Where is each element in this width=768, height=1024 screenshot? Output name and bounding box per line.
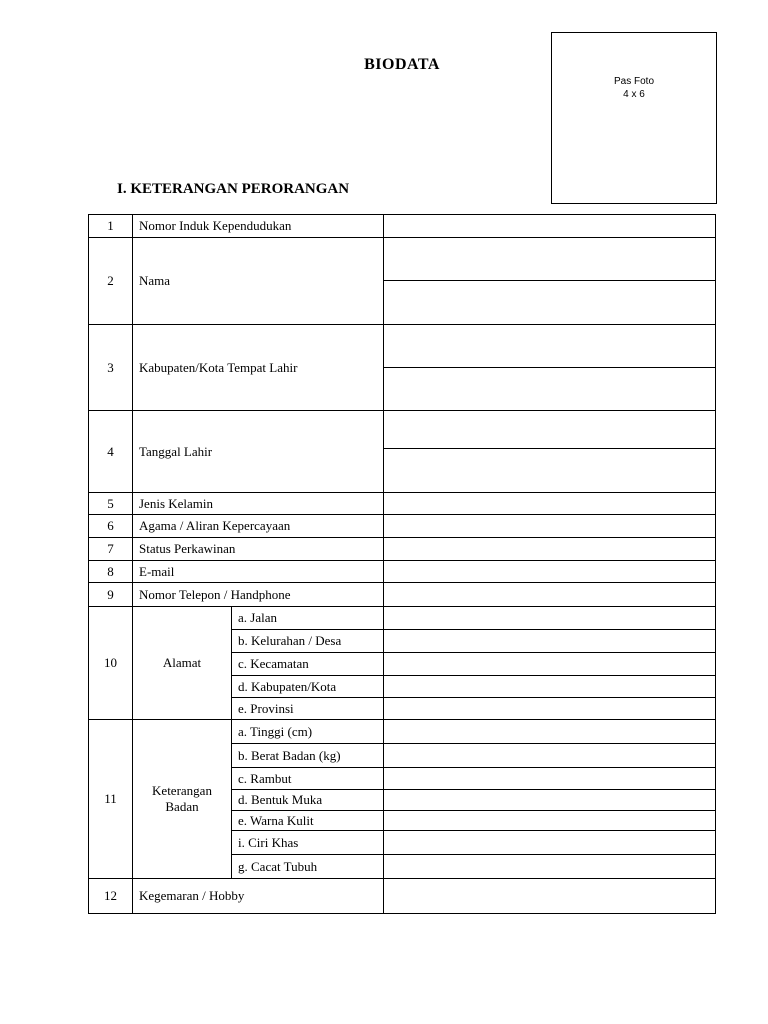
religion-field[interactable]: [384, 515, 716, 538]
page-title: BIODATA: [364, 56, 440, 73]
nik-field[interactable]: [384, 215, 716, 238]
row-number: 8: [89, 561, 133, 583]
physical-group-label-line-2: Badan: [165, 799, 199, 814]
address-group-label: Alamat: [133, 607, 232, 720]
sub-field-label: d. Kabupaten/Kota: [232, 676, 384, 698]
field-label: Kegemaran / Hobby: [133, 879, 384, 914]
field-label: Jenis Kelamin: [133, 493, 384, 515]
hair-field[interactable]: [384, 768, 716, 790]
row-number: 7: [89, 538, 133, 561]
district-field[interactable]: [384, 653, 716, 676]
field-label: Tanggal Lahir: [133, 411, 384, 493]
row-number: 2: [89, 238, 133, 325]
sub-field-label: b. Berat Badan (kg): [232, 744, 384, 768]
row-number: 12: [89, 879, 133, 914]
weight-field[interactable]: [384, 744, 716, 768]
sub-field-label: c. Kecamatan: [232, 653, 384, 676]
table-row: [89, 607, 716, 630]
photo-size-label: 4 x 6: [623, 89, 645, 100]
row-number: 4: [89, 411, 133, 493]
biodata-table: [88, 214, 716, 914]
birthplace-field-line-1[interactable]: [384, 325, 716, 368]
row-number: 10: [89, 607, 133, 720]
photo-label: Pas Foto: [613, 76, 655, 87]
name-field-line-1[interactable]: [384, 238, 716, 281]
sub-field-label: e. Provinsi: [232, 698, 384, 720]
sub-field-label: c. Rambut: [232, 768, 384, 790]
email-field[interactable]: [384, 561, 716, 583]
hobby-field[interactable]: [384, 879, 716, 914]
field-label: Status Perkawinan: [133, 538, 384, 561]
table-row: [89, 238, 716, 281]
marital-status-field[interactable]: [384, 538, 716, 561]
sub-field-label: e. Warna Kulit: [232, 811, 384, 831]
sub-field-label: b. Kelurahan / Desa: [232, 630, 384, 653]
row-number: 3: [89, 325, 133, 411]
disability-field[interactable]: [384, 855, 716, 879]
table-row: [89, 411, 716, 449]
sub-field-label: a. Jalan: [232, 607, 384, 630]
face-shape-field[interactable]: [384, 790, 716, 811]
section-title: I. KETERANGAN PERORANGAN: [117, 181, 350, 197]
village-field[interactable]: [384, 630, 716, 653]
field-label: Agama / Aliran Kepercayaan: [133, 515, 384, 538]
regency-field[interactable]: [384, 676, 716, 698]
distinguishing-marks-field[interactable]: [384, 831, 716, 855]
name-field-line-2[interactable]: [384, 281, 716, 325]
physical-group-label-line-1: Keterangan: [152, 783, 212, 798]
row-number: 5: [89, 493, 133, 515]
physical-group-label: [133, 720, 232, 879]
street-field[interactable]: [384, 607, 716, 630]
skin-color-field[interactable]: [384, 811, 716, 831]
table-row: [89, 720, 716, 744]
field-label: Nomor Induk Kependudukan: [133, 215, 384, 238]
table-row: [89, 879, 716, 914]
birthplace-field-line-2[interactable]: [384, 368, 716, 411]
height-field[interactable]: [384, 720, 716, 744]
photo-placeholder-box: [551, 32, 717, 204]
table-row: [89, 583, 716, 607]
gender-field[interactable]: [384, 493, 716, 515]
sub-field-label: g. Cacat Tubuh: [232, 855, 384, 879]
field-label: Nama: [133, 238, 384, 325]
birthdate-field-line-2[interactable]: [384, 449, 716, 493]
field-label: Kabupaten/Kota Tempat Lahir: [133, 325, 384, 411]
field-label: E-mail: [133, 561, 384, 583]
row-number: 9: [89, 583, 133, 607]
sub-field-label: i. Ciri Khas: [232, 831, 384, 855]
field-label: Nomor Telepon / Handphone: [133, 583, 384, 607]
table-row: [89, 325, 716, 368]
birthdate-field-line-1[interactable]: [384, 411, 716, 449]
row-number: 1: [89, 215, 133, 238]
phone-field[interactable]: [384, 583, 716, 607]
sub-field-label: a. Tinggi (cm): [232, 720, 384, 744]
row-number: 6: [89, 515, 133, 538]
province-field[interactable]: [384, 698, 716, 720]
row-number: 11: [89, 720, 133, 879]
table-row: [89, 538, 716, 561]
table-row: [89, 215, 716, 238]
sub-field-label: d. Bentuk Muka: [232, 790, 384, 811]
table-row: [89, 561, 716, 583]
table-row: [89, 493, 716, 515]
table-row: [89, 515, 716, 538]
